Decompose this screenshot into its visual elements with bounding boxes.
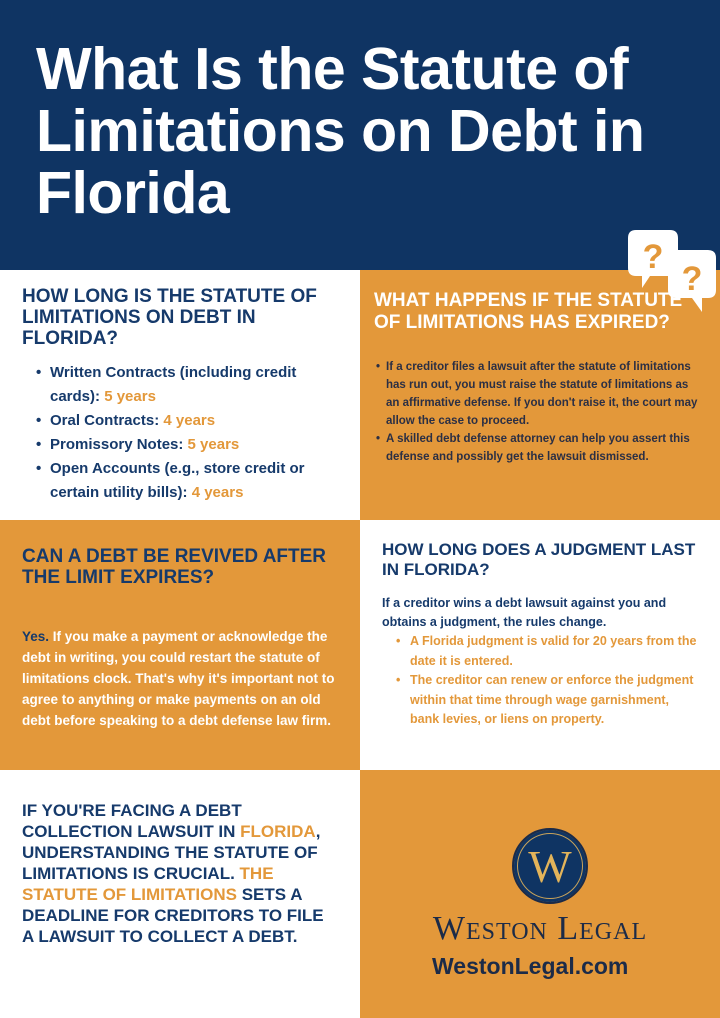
logo-name: Weston Legal [432,910,648,947]
list-item: • Written Contracts (including credit cards): 5 years [34,361,338,409]
section-debt-revived [0,520,360,770]
logo-panel [360,770,720,1018]
list-item: • The creditor can renew or enforce the judgment within that time through wage garnishment, bank levies, or liens on property. [394,671,698,730]
svg-text:?: ? [642,238,664,276]
header-banner [0,0,720,270]
question-bubbles-icon [620,228,720,318]
svg-text:?: ? [681,260,703,298]
section-judgment [360,520,720,770]
summary-text: IF YOU'RE FACING A DEBT COLLECTION LAWSUIT IN FLORIDA, UNDERSTANDING THE STATUTE OF LIMITATIONS IS CRUCIAL. THE STATUTE OF LIMITATIONS SETS A DEADLINE FOR CREDITORS TO FILE A LAWSUIT TO COLLECT A DEBT. [22,801,324,946]
list-item: • Oral Contracts: 4 years [34,409,338,433]
list-item: • A Florida judgment is valid for 20 years from the date it is entered. [394,632,698,671]
section-summary [0,770,360,1018]
list-item: • If a creditor files a lawsuit after the statute of limitations has run out, you must raise the statute of limitations as an affirmative defense. If you don't raise it, the court may allow the case to proceed. [374,358,698,430]
section-intro: If a creditor wins a debt lawsuit against you and obtains a judgment, the rules change. [382,596,667,629]
section-heading: HOW LONG IS THE STATUTE OF LIMITATIONS ON DEBT IN FLORIDA? [22,286,317,349]
website-link[interactable]: WestonLegal.com [432,953,629,979]
list-item: • Promissory Notes: 5 years [34,433,338,457]
list-item: • A skilled debt defense attorney can help you assert this defense and possibly get the lawsuit dismissed. [374,430,698,466]
logo-emblem: W [512,828,588,904]
section-statute-length [0,270,360,520]
section-heading: HOW LONG DOES A JUDGMENT LAST IN FLORIDA? [382,540,696,579]
section-heading: WHAT HAPPENS IF THE STATUTE OF LIMITATIONS HAS EXPIRED? [374,290,683,333]
section-body: Yes. If you make a payment or acknowledge the debt in writing, you could restart the statute of limitations clock. That's why it's important not to agree to anything or make payments on an old debt before speaking to a debt defense law firm. [22,629,335,728]
page-title: What Is the Statute of Limitations on Debt in Florida [36,36,645,226]
list-item: • Open Accounts (e.g., store credit or certain utility bills): 4 years [34,457,338,505]
section-heading: CAN A DEBT BE REVIVED AFTER THE LIMIT EXPIRES? [22,546,327,588]
